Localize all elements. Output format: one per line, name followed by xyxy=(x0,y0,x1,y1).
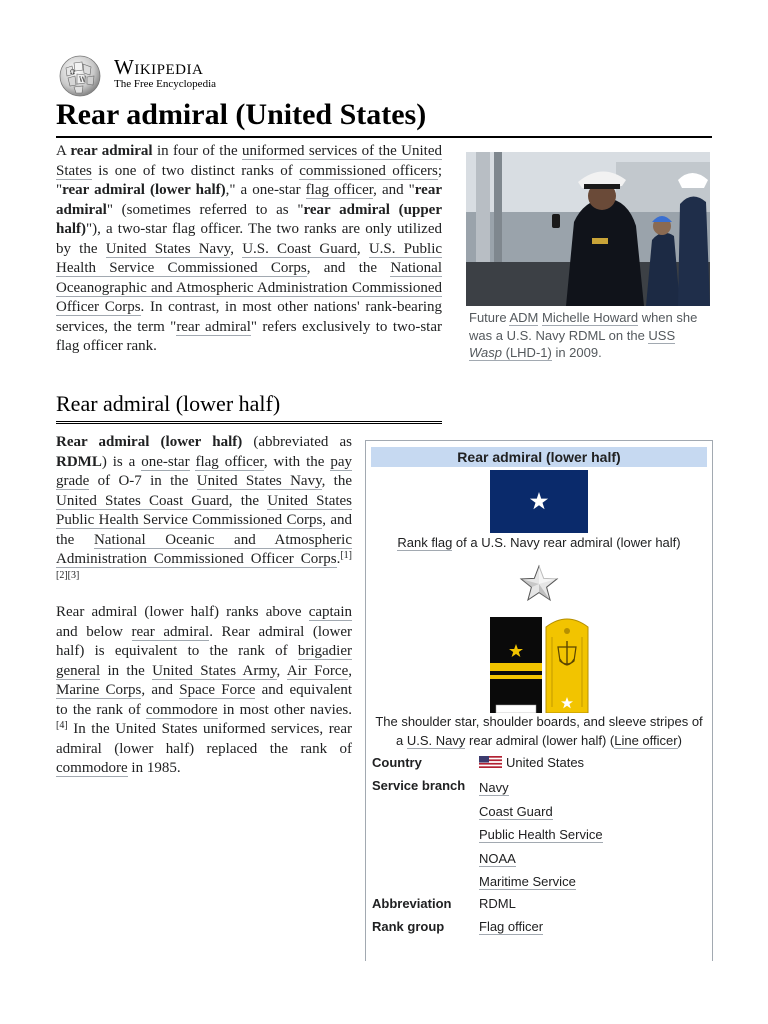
text: Future xyxy=(469,310,510,325)
ship-name: Wasp xyxy=(469,345,502,360)
bold-term: Rear admiral (lower half) xyxy=(56,434,243,450)
country-value xyxy=(479,753,584,772)
text: USS xyxy=(648,327,676,343)
abbreviation-value: RDML xyxy=(479,896,516,911)
text: is one of two distinct ranks of xyxy=(91,162,300,179)
text: rear admiral (lower half) ( xyxy=(465,733,615,748)
link-noaa-corps[interactable]: National Oceanographic and Atmospheric Administration Commissioned Officer Corps xyxy=(56,260,443,315)
link-marine-corps[interactable]: Marine Corps xyxy=(56,682,142,698)
text: , and the xyxy=(56,512,352,548)
rank-flag-caption xyxy=(366,534,712,551)
link-coast-guard[interactable]: U.S. Coast Guard xyxy=(242,240,357,257)
link-one-star[interactable]: one-star xyxy=(141,453,190,470)
text: (abbreviated as xyxy=(242,434,353,450)
text: of O-7 in the xyxy=(89,473,197,489)
lead-figure xyxy=(466,152,710,362)
text: in most other navies. xyxy=(217,701,352,718)
list-item xyxy=(479,800,603,824)
text: of a U.S. Navy rear admiral (lower half) xyxy=(452,535,681,550)
link-michelle-howard[interactable]: Michelle Howard xyxy=(541,310,639,325)
lead-figure-caption xyxy=(466,309,710,362)
link-flag-officer[interactable]: flag officer xyxy=(305,182,374,198)
link-united-states-navy[interactable]: United States Navy xyxy=(196,473,322,489)
link-flag-officer[interactable]: Flag officer xyxy=(479,919,544,934)
page-title: Rear admiral (United States) xyxy=(56,96,712,138)
text: Rear admiral (lower half) ranks above xyxy=(56,604,309,620)
link-commodore[interactable]: commodore xyxy=(56,760,128,776)
text: when she was a U.S. Navy RDML on the xyxy=(469,310,698,343)
country-text: United States xyxy=(506,755,585,770)
text: , the xyxy=(321,473,352,489)
link-air-force[interactable]: Air Force xyxy=(286,662,349,679)
rank-group-value xyxy=(479,917,543,936)
lead-paragraph xyxy=(56,142,442,357)
text: "), a two-star flag officer. The two ranks are only utilized by the xyxy=(56,221,442,257)
text: , xyxy=(356,240,369,257)
link-united-states-navy[interactable]: United States Navy xyxy=(105,240,231,257)
list-item xyxy=(479,847,603,871)
text: ; " xyxy=(56,162,442,198)
text: ) is a xyxy=(101,453,142,470)
country-label: Country xyxy=(372,755,422,770)
text: , the xyxy=(228,492,268,509)
reference-1[interactable]: [1] xyxy=(340,550,352,561)
section-paragraph-2 xyxy=(56,603,352,779)
shoulder-boards-image[interactable] xyxy=(490,617,590,713)
lead-photo[interactable] xyxy=(466,152,710,306)
wikipedia-wordmark[interactable] xyxy=(114,55,216,90)
link-brigadier-general[interactable]: brigadier general xyxy=(56,643,352,679)
link-united-states-army[interactable]: United States Army xyxy=(152,662,277,679)
wikipedia-globe-logo[interactable] xyxy=(56,54,104,98)
bold-term: rear admiral (lower half) xyxy=(62,182,226,198)
text: . In contrast, in most other nations' rank-bearing services, the term " xyxy=(56,299,443,335)
bold-term: rear admiral (upper half) xyxy=(56,201,442,237)
us-flag-icon xyxy=(479,756,502,768)
link-line-officer[interactable]: Line officer xyxy=(614,733,678,748)
rank-flag-image[interactable] xyxy=(490,470,588,533)
text: . Rear admiral (lower half) is equivalent to the rank of xyxy=(56,623,353,659)
text: , xyxy=(276,662,287,679)
branch-label: Service branch xyxy=(372,778,466,793)
text: and equivalent to the rank of xyxy=(56,682,352,718)
text: in 1985. xyxy=(127,760,181,776)
link-noaa-corps[interactable]: National Oceanic and Atmospheric Administration Commissioned Officer Corps xyxy=(56,531,352,567)
text: . xyxy=(336,551,341,567)
link-adm[interactable]: ADM xyxy=(509,310,539,325)
text: in the xyxy=(100,662,153,679)
svg-text:W: W xyxy=(79,76,87,84)
reference-3[interactable]: [3] xyxy=(67,569,80,581)
link-flag-officer[interactable]: flag officer xyxy=(195,453,264,470)
link-uniformed-services[interactable]: uniformed services of the United States xyxy=(56,143,442,179)
text: and below xyxy=(56,623,132,640)
link-rear-admiral[interactable]: rear admiral xyxy=(131,623,210,640)
link-commodore[interactable]: commodore xyxy=(145,701,218,718)
link-public-health-service[interactable]: United States Public Health Service Commissioned Corps xyxy=(56,492,353,528)
text: The shoulder star, shoulder boards, and sleeve stripes of a xyxy=(375,714,703,748)
branch-list xyxy=(479,776,603,894)
list-item xyxy=(479,776,603,800)
link-pay-grade[interactable]: pay grade xyxy=(56,453,352,489)
rank-group-label: Rank group xyxy=(372,919,445,934)
text: , xyxy=(348,662,352,679)
svg-text:Ω: Ω xyxy=(70,69,75,76)
text: " (sometimes referred to as " xyxy=(106,201,304,218)
abbreviation-label: Abbreviation xyxy=(372,896,452,911)
text: A xyxy=(56,143,71,159)
link-navy[interactable]: Navy xyxy=(479,780,509,795)
reference-2[interactable]: [2] xyxy=(56,569,68,581)
text: , and " xyxy=(373,182,415,198)
section-heading: Rear admiral (lower half) xyxy=(56,389,442,424)
link-space-force[interactable]: Space Force xyxy=(179,682,256,698)
text: , xyxy=(230,240,243,257)
text: , with the xyxy=(263,453,331,470)
text: (LHD-1) xyxy=(502,345,552,360)
section-paragraph-1 xyxy=(56,433,352,589)
link-noaa[interactable]: NOAA xyxy=(479,850,516,866)
infobox xyxy=(365,440,713,961)
bold-term: rear admiral xyxy=(70,143,153,159)
text: , and the xyxy=(306,260,391,276)
link-commissioned-officers[interactable]: commissioned officers xyxy=(299,162,438,179)
bold-term: rear admiral xyxy=(56,182,442,218)
bold-term: RDML xyxy=(56,453,102,470)
list-item xyxy=(479,823,603,847)
link-captain[interactable]: captain xyxy=(308,604,352,620)
list-item xyxy=(479,870,603,894)
link-maritime-service[interactable]: Maritime Service xyxy=(479,874,576,889)
link-public-health-service[interactable]: U.S. Public Health Service Commissioned Corps xyxy=(56,240,443,276)
text: " refers exclusively to two-star flag officer rank. xyxy=(56,318,443,354)
link-us-navy[interactable]: U.S. Navy xyxy=(406,733,466,748)
wordmark-text: Wikipedia xyxy=(114,55,204,79)
text: In the United States uniformed services, rear admiral (lower half) replaced the rank of xyxy=(56,721,352,757)
link-coast-guard[interactable]: Coast Guard xyxy=(479,803,553,819)
silver-star-icon[interactable] xyxy=(519,564,559,604)
infobox-header: Rear admiral (lower half) xyxy=(371,447,707,467)
reference-4[interactable]: [4] xyxy=(56,720,68,731)
wordmark-tagline: The Free Encyclopedia xyxy=(114,78,217,90)
insignia-caption xyxy=(372,712,706,750)
link-rank-flag[interactable]: Rank flag xyxy=(397,535,453,550)
text: , and xyxy=(141,682,180,698)
link-coast-guard[interactable]: United States Coast Guard xyxy=(56,492,229,509)
text: in four of the xyxy=(152,143,242,159)
text: ," a one-star xyxy=(225,182,306,198)
link-public-health-service[interactable]: Public Health Service xyxy=(479,827,603,842)
text: in 2009. xyxy=(551,345,602,360)
text: ) xyxy=(677,733,682,748)
link-rear-admiral[interactable]: rear admiral xyxy=(176,318,251,335)
